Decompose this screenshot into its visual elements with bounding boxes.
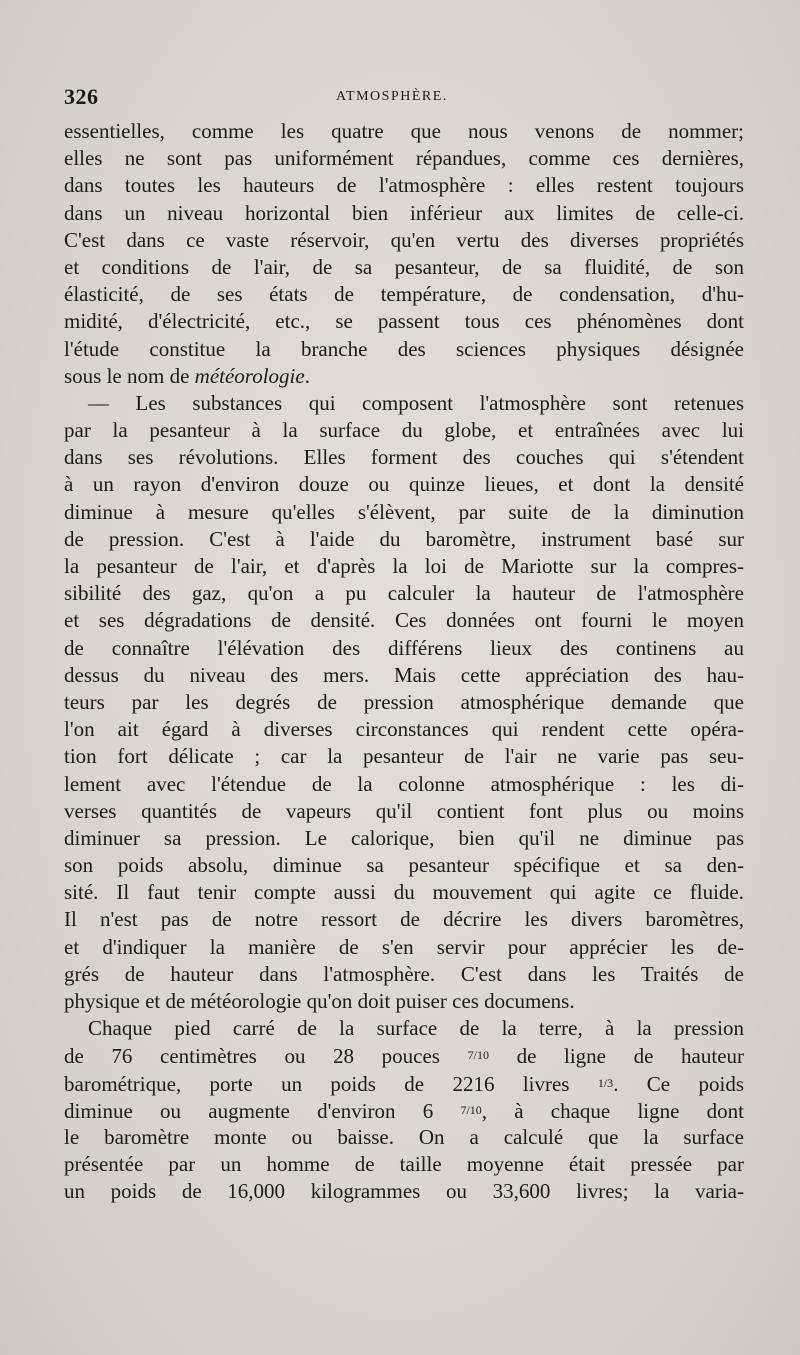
text-run: , à chaque ligne dont [481, 1098, 745, 1123]
text-line: et conditions de l'air, de sa pesanteur, de sa fluidité, de son [64, 254, 744, 279]
text-line: dans un niveau horizontal bien inférieur aux limites de celle-ci. [64, 200, 744, 225]
text-line: teurs par les degrés de pression atmosphérique demande que [64, 689, 744, 714]
body-text [64, 118, 744, 1206]
text-line: la pesanteur de l'air, et d'après la loi de Mariotte sur la compres- [64, 554, 744, 578]
text-line: grés de hauteur dans l'atmosphère. C'est dans les Traités de [64, 961, 744, 986]
text-line: présentée par un homme de taille moyenne était pressée par [64, 1152, 744, 1177]
text-line: diminue à mesure qu'elles s'élèvent, par suite de la diminution [64, 499, 744, 524]
text-line [64, 1070, 744, 1097]
text-line [64, 1097, 744, 1124]
text-line: un poids de 16,000 kilogrammes ou 33,600 livres; la varia- [64, 1179, 744, 1204]
text-line: élasticité, de ses états de température, de condensation, d'hu- [64, 282, 744, 307]
text-run: de 76 centimètres ou 28 pouces [64, 1044, 468, 1069]
text-line: dans toutes les hauteurs de l'atmosphère : elles restent toujours [64, 173, 744, 198]
running-head: ATMOSPHÈRE. [336, 89, 448, 104]
text-line: verses quantités de vapeurs qu'il contient font plus ou moins [64, 798, 744, 823]
text-line: de connaître l'élévation des différens lieux des continens au [64, 635, 744, 660]
text-line: l'étude constitue la branche des sciences physiques désignée [64, 336, 744, 361]
text-line: physique et de météorologie qu'on doit puiser ces documens. [64, 989, 575, 1013]
text-line: — Les substances qui composent l'atmosphère sont retenues [88, 390, 744, 415]
text-line: dans ses révolutions. Elles forment des couches qui s'étendent [64, 445, 744, 470]
text-line: à un rayon d'environ douze ou quinze lieues, et dont la densité [64, 472, 744, 497]
text-line: l'on ait égard à diverses circonstances qui rendent cette opéra- [64, 717, 744, 742]
fraction: 7/10 [460, 1102, 482, 1117]
book-page [64, 84, 744, 1206]
text-line: et d'indiquer la manière de s'en servir pour apprécier les de- [64, 934, 744, 959]
italic-term: météorologie [194, 363, 305, 388]
text-line: Chaque pied carré de la surface de la terre, à la pression [88, 1016, 744, 1041]
text-line: le baromètre monte ou baisse. On a calculé que la surface [64, 1124, 744, 1149]
fraction: 7/10 [467, 1048, 489, 1063]
paragraph-2 [64, 390, 744, 1015]
text-line: lement avec l'étendue de la colonne atmosphérique : les di- [64, 771, 744, 796]
page-number: 326 [64, 84, 99, 109]
text-line [64, 1042, 744, 1069]
text-line: elles ne sont pas uniformément répandues, comme ces dernières, [64, 146, 744, 171]
text-line: de pression. C'est à l'aide du baromètre, instrument basé sur [64, 526, 744, 551]
text-run: de ligne de hauteur [488, 1044, 745, 1069]
text-run: barométrique, porte un poids de 2216 livres [64, 1071, 598, 1096]
text-line [64, 363, 744, 390]
text-run: sous le nom de [64, 363, 195, 388]
text-run: . Ce poids [613, 1071, 744, 1096]
text-line: et ses dégradations de densité. Ces données ont fourni le moyen [64, 608, 744, 633]
text-line: essentielles, comme les quatre que nous venons de nommer; [64, 119, 744, 143]
text-line: diminuer sa pression. Le calorique, bien qu'il ne diminue pas [64, 825, 744, 850]
paragraph-3 [64, 1015, 744, 1205]
text-line: sité. Il faut tenir compte aussi du mouvement qui agite ce fluide. [64, 880, 744, 905]
fraction: 1/3 [597, 1075, 614, 1090]
text-run: diminue ou augmente d'environ 6 [64, 1098, 461, 1123]
text-line: par la pesanteur à la surface du globe, et entraînées avec lui [64, 418, 744, 443]
text-line: midité, d'électricité, etc., se passent tous ces phénomènes dont [64, 309, 744, 334]
text-line: C'est dans ce vaste réservoir, qu'en vertu des diverses propriétés [64, 227, 744, 252]
text-line: tion fort délicate ; car la pesanteur de l'air ne varie pas seu- [64, 744, 744, 769]
text-line: dessus du niveau des mers. Mais cette appréciation des hau- [64, 662, 744, 687]
page-header [64, 84, 744, 118]
text-run: . [304, 363, 310, 388]
text-line: son poids absolu, diminue sa pesanteur spécifique et sa den- [64, 853, 744, 878]
paragraph-1 [64, 118, 744, 390]
text-line: sibilité des gaz, qu'on a pu calculer la hauteur de l'atmosphère [64, 581, 744, 606]
text-line: Il n'est pas de notre ressort de décrire les divers baromètres, [64, 907, 744, 932]
